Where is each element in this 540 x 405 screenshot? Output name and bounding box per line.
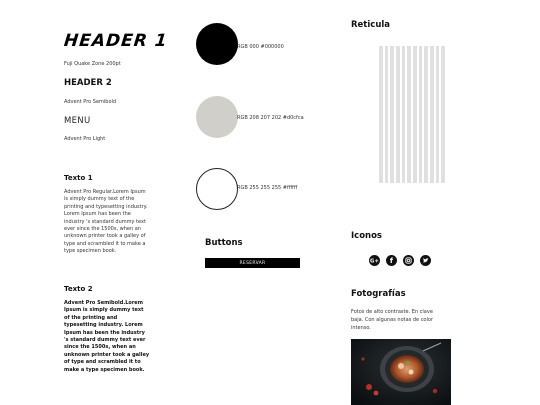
color-label-black: RGB 000 #000000	[237, 44, 284, 50]
reticula-title: Reticula	[351, 20, 391, 30]
header2-font-caption: Advent Pro Semibold	[64, 99, 117, 105]
twitter-icon[interactable]	[420, 255, 431, 266]
grid-column	[407, 46, 411, 183]
color-swatch-black	[196, 23, 238, 65]
grid-column	[390, 46, 394, 183]
menu-sample: MENU	[64, 116, 91, 126]
text1-title: Texto 1	[64, 174, 93, 182]
grid-column	[436, 46, 440, 183]
color-swatch-white	[196, 168, 238, 210]
text2-title: Texto 2	[64, 285, 93, 293]
fotografias-title: Fotografías	[351, 289, 406, 299]
text1-body: Advent Pro Regular.Lorem Ipsum is simply dummy text of the printing and typesetting industry. Lorem Ipsum has been the industry 's standard dummy text ever since the 1500s, when an unknown printer took a galley of type and scrambled it to make a type specimen book.	[64, 189, 148, 255]
grid-column	[424, 46, 428, 183]
color-label-white: RGB 255 255 255 #ffffff	[237, 185, 298, 191]
grid-column	[396, 46, 400, 183]
header1-font-caption: Fuji Quake Zone 200pt	[64, 61, 121, 67]
social-icons-row	[369, 255, 431, 266]
grid-column	[402, 46, 406, 183]
text2-body: Advent Pro Semibold.Lorem Ipsum is simply dummy text of the printing and typesetting industry. Lorem Ipsum has been the industry 's standard dummy text ever since the 1500s, when an unknown printer took a galley of type and scrambled it to make a type specimen book.	[64, 300, 150, 373]
grid-column	[430, 46, 434, 183]
food-photo	[351, 339, 451, 405]
color-swatch-gray	[196, 96, 238, 138]
grid-column	[379, 46, 383, 183]
instagram-icon[interactable]	[403, 255, 414, 266]
grid-column	[441, 46, 445, 183]
facebook-icon[interactable]	[386, 255, 397, 266]
google-plus-icon[interactable]	[369, 255, 380, 266]
svg-text:G+: G+	[370, 258, 379, 265]
color-label-gray: RGB 208 207 202 #d0cfca	[237, 115, 304, 121]
header1-sample: HEADER 1	[62, 31, 169, 51]
header2-sample: HEADER 2	[64, 78, 112, 88]
grid-column	[385, 46, 389, 183]
grid-column	[413, 46, 417, 183]
grid-column	[419, 46, 423, 183]
svg-text:f: f	[389, 256, 394, 265]
reticula-grid	[379, 46, 445, 183]
reservar-button[interactable]: RESERVAR	[205, 258, 300, 268]
fotografias-description: Fotos de alto contraste. En clave baja. Con algunas notas de color intenso.	[351, 309, 433, 331]
iconos-title: Iconos	[351, 231, 382, 241]
buttons-title: Buttons	[205, 238, 243, 248]
menu-font-caption: Advent Pro Light	[64, 136, 106, 142]
